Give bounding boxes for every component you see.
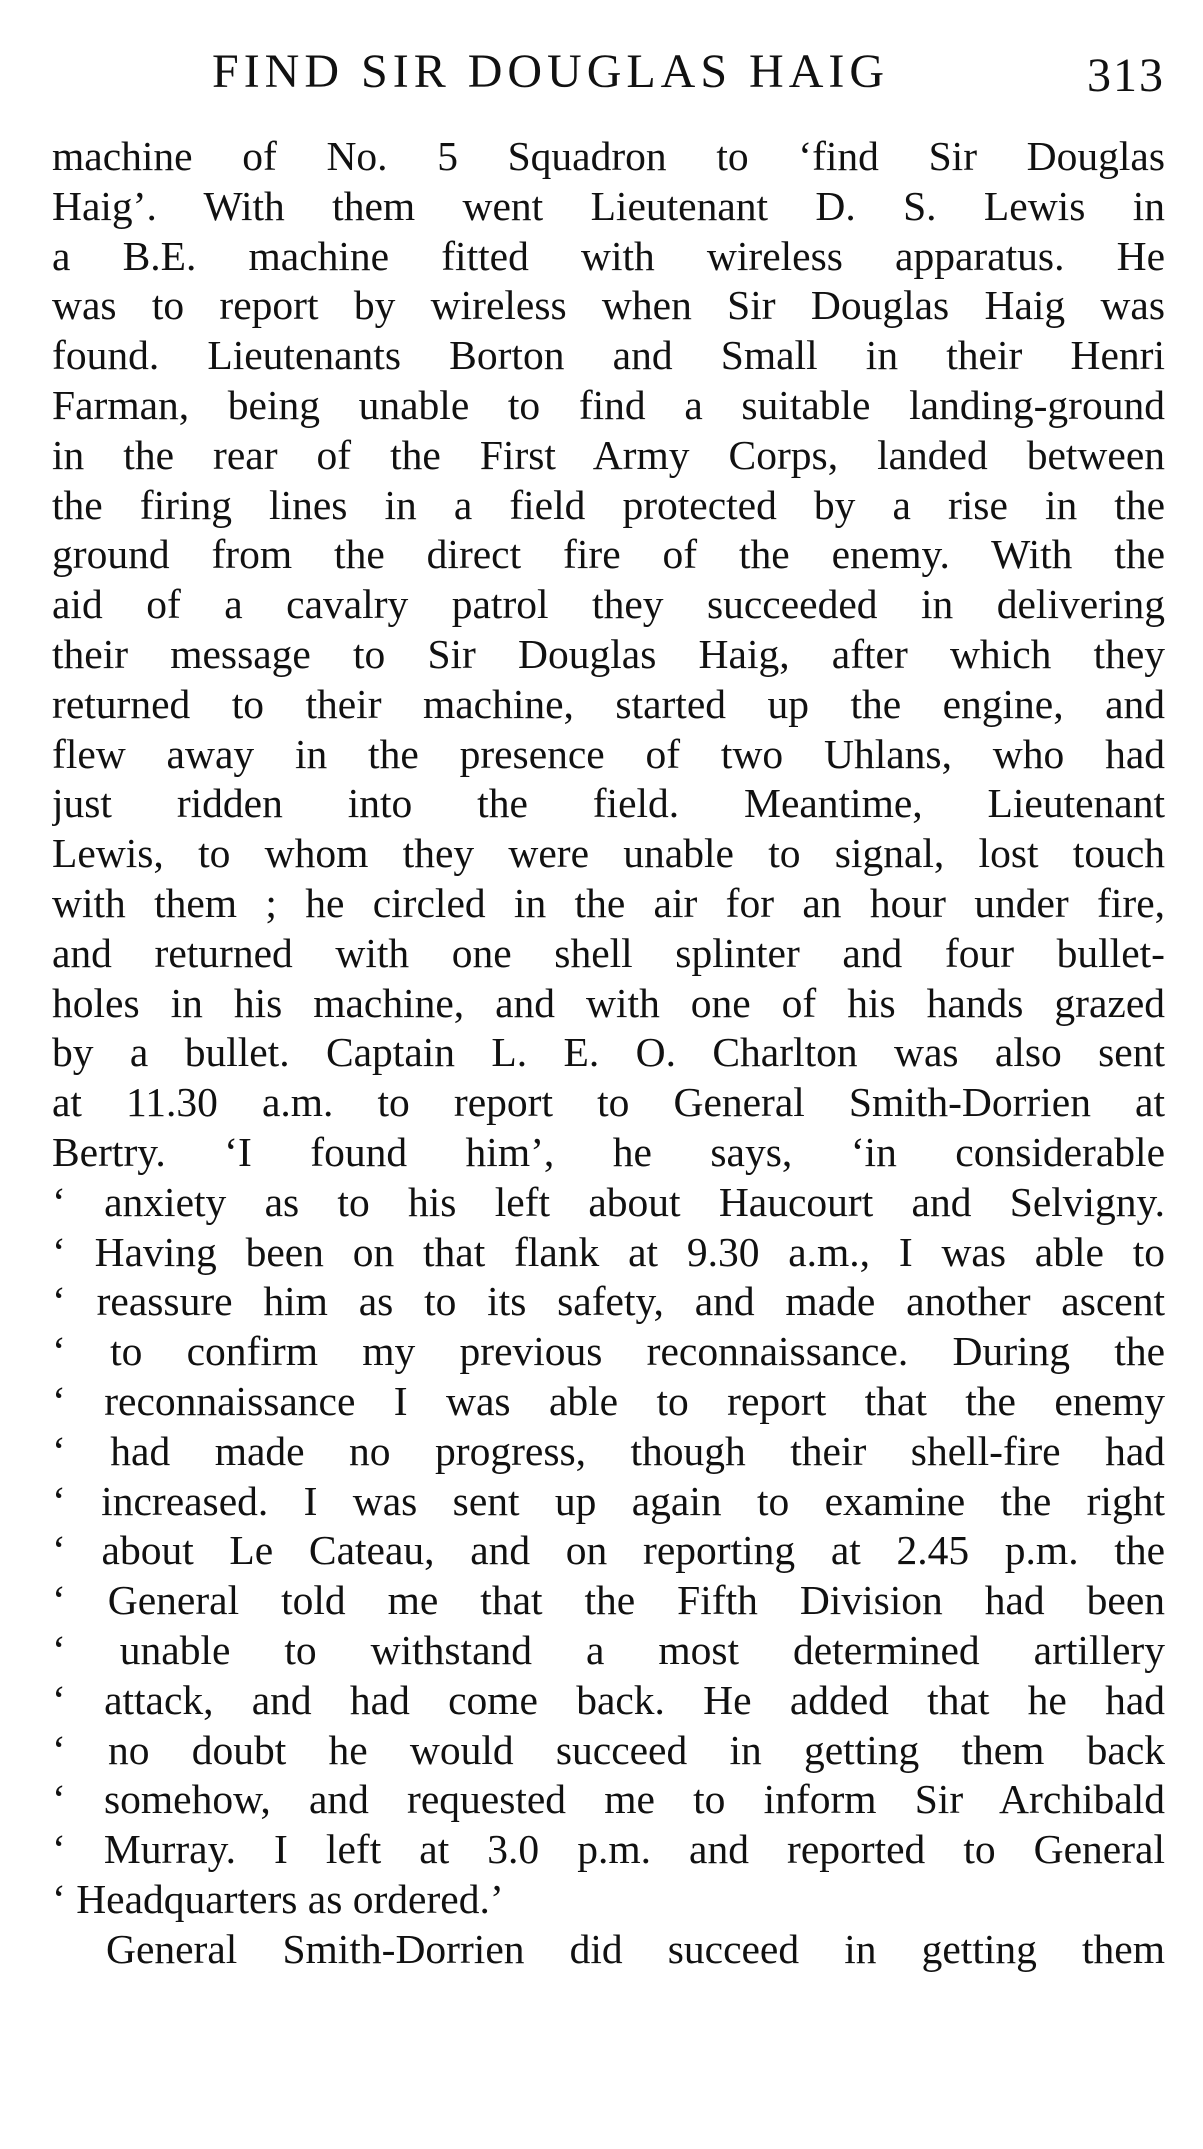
page-number: 313 — [1087, 49, 1165, 102]
text-line: ‘ had made no progress, though their shell-fire had — [52, 1427, 1165, 1474]
text-line: ‘ somehow, and requested me to inform Sir Archibald — [52, 1776, 1165, 1823]
text-line: Lewis, to whom they were unable to signal, lost touch — [52, 830, 1165, 877]
text-line: ‘ reconnaissance I was able to report that the enemy — [52, 1377, 1165, 1424]
text-line: and returned with one shell splinter and four bullet- — [52, 929, 1165, 976]
text-line: was to report by wireless when Sir Douglas Haig was — [52, 282, 1165, 329]
text-line: their message to Sir Douglas Haig, after which they — [52, 630, 1165, 677]
text-line: ‘ no doubt he would succeed in getting them back — [52, 1726, 1165, 1773]
text-line: by a bullet. Captain L. E. O. Charlton was also sent — [52, 1029, 1165, 1076]
text-line: ‘ to confirm my previous reconnaissance. During the — [52, 1328, 1165, 1375]
text-line: ‘ increased. I was sent up again to examine the right — [52, 1477, 1165, 1524]
text-line: found. Lieutenants Borton and Small in their Henri — [52, 332, 1165, 379]
text-line: the firing lines in a field protected by a rise in the — [52, 481, 1165, 528]
running-title: FIND SIR DOUGLAS HAIG — [212, 45, 890, 98]
text-line: ‘ Murray. I left at 3.0 p.m. and reported to General — [52, 1826, 1165, 1873]
text-line: General Smith-Dorrien did succeed in getting them — [106, 1925, 1165, 1972]
text-line: ‘ Headquarters as ordered.’ — [52, 1875, 504, 1922]
text-line: returned to their machine, started up the engine, and — [52, 680, 1165, 727]
body-text — [52, 132, 1165, 1974]
text-line: ‘ attack, and had come back. He added that he had — [52, 1676, 1165, 1723]
text-line: with them ; he circled in the air for an hour under fire, — [52, 879, 1165, 926]
text-line: ‘ Having been on that flank at 9.30 a.m., I was able to — [52, 1228, 1165, 1275]
text-line: flew away in the presence of two Uhlans, who had — [52, 730, 1165, 777]
text-line: holes in his machine, and with one of his hands grazed — [52, 979, 1165, 1026]
running-head — [52, 42, 1165, 102]
text-line: ‘ General told me that the Fifth Division had been — [52, 1577, 1165, 1624]
text-line: just ridden into the field. Meantime, Lieutenant — [52, 780, 1165, 827]
text-line: aid of a cavalry patrol they succeeded in delivering — [52, 581, 1165, 628]
text-line: Bertry. ‘I found him’, he says, ‘in considerable — [52, 1128, 1165, 1175]
text-line: ‘ reassure him as to its safety, and made another ascent — [52, 1278, 1165, 1325]
text-line: machine of No. 5 Squadron to ‘find Sir Douglas — [52, 133, 1165, 179]
text-line: in the rear of the First Army Corps, landed between — [52, 431, 1165, 478]
text-line: Farman, being unable to find a suitable landing-ground — [52, 381, 1165, 428]
text-line: at 11.30 a.m. to report to General Smith-Dorrien at — [52, 1079, 1165, 1126]
text-line: ‘ about Le Cateau, and on reporting at 2.45 p.m. the — [52, 1527, 1165, 1574]
text-line: ‘ anxiety as to his left about Haucourt and Selvigny. — [52, 1178, 1165, 1225]
text-line: ‘ unable to withstand a most determined artillery — [52, 1626, 1165, 1673]
text-line: ground from the direct fire of the enemy. With the — [52, 531, 1165, 578]
text-line: Haig’. With them went Lieutenant D. S. Lewis in — [52, 182, 1165, 229]
text-line: a B.E. machine fitted with wireless apparatus. He — [52, 232, 1165, 279]
